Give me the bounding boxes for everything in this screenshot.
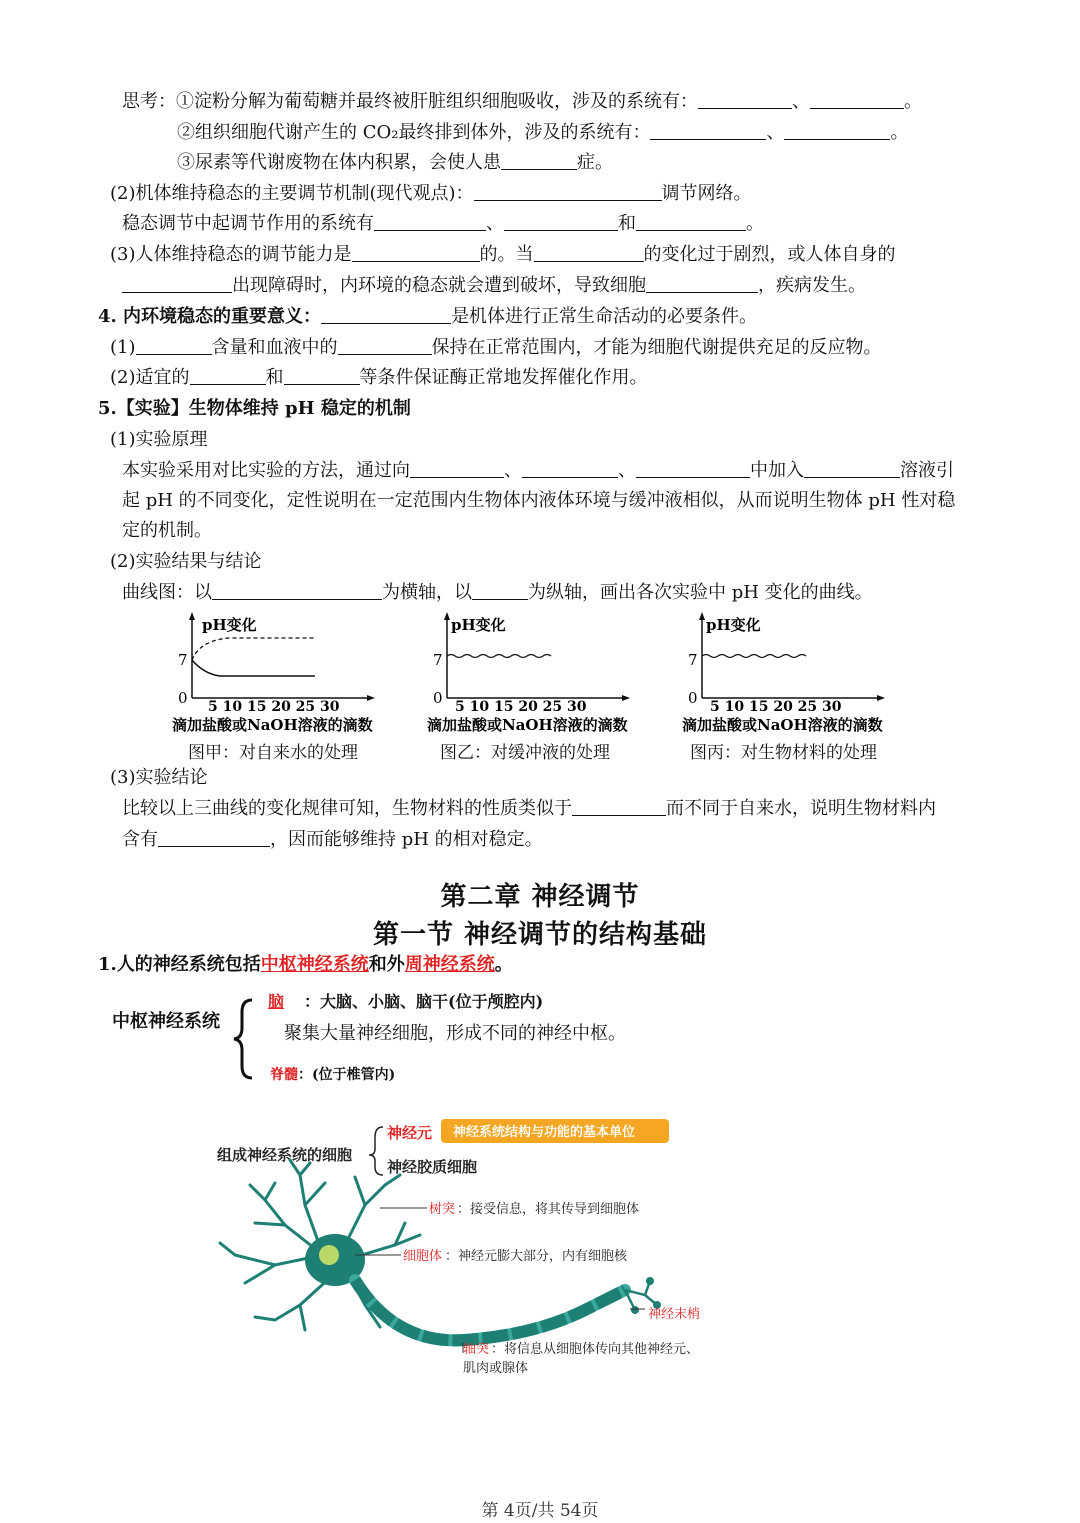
think-q2: ②组织细胞代谢产生的 CO₂最终排到体外，涉及的系统有： 、 。 (177, 122, 909, 143)
cns-label: 中枢神经系统 (112, 1011, 220, 1032)
cells-brace (369, 1127, 383, 1175)
spinal-line: 脊髓：(位于椎管内) (270, 1067, 396, 1083)
chart-jia (172, 612, 375, 734)
para-3-line2: 出现障碍时，内环境的稳态就会遭到破坏，导致细胞 ，疾病发生。 (122, 274, 866, 298)
section-4-item2: (2)适宜的 和 等条件保证酶正常地发挥催化作用。 (110, 367, 648, 388)
soma-desc: ：神经元膨大部分，内有细胞核 (445, 1249, 628, 1264)
neuron-badge-text: 神经系统结构与功能的基本单位 (453, 1125, 636, 1140)
conclusion-label: (3)实验结论 (110, 767, 208, 788)
principle-line1: 本实验采用对比实验的方法，通过向 、 、 中加入 溶液引 (122, 460, 954, 481)
axon-desc: ：将信息从细胞体传向其他神经元、 (491, 1342, 700, 1357)
nucleus-shape (319, 1245, 339, 1265)
chart-yi-xlabel: 滴加盐酸或NaOH溶液的滴数 (427, 716, 628, 734)
chart-jia-dashed-curve (192, 638, 315, 660)
para-2-line1: (2)机体维持稳态的主要调节机制(现代观点)： 调节网络。 (110, 183, 752, 204)
ph-charts (160, 610, 920, 735)
para-2-line2: 稳态调节中起调节作用的系统有 、 和 。 (122, 213, 764, 234)
chart-yi-y7: 7 (433, 651, 443, 669)
conclusion-line1: 比较以上三曲线的变化规律可知，生物材料的性质类似于 而不同于自来水，说明生物材料内 (122, 798, 936, 819)
cns-brace (228, 996, 268, 1082)
principle-label: (1)实验原理 (110, 429, 208, 450)
chart-jia-ylabel: pH变化 (202, 616, 257, 634)
chart-bing-xlabel: 滴加盐酸或NaOH溶液的滴数 (682, 716, 883, 734)
brain-term: 脑 (268, 992, 285, 1011)
chart-yi-origin: 0 (433, 689, 443, 707)
glia-term: 神经胶质细胞 (387, 1158, 478, 1176)
neuron-diagram (205, 1105, 745, 1385)
chart-jia-xlabel: 滴加盐酸或NaOH溶液的滴数 (172, 716, 373, 734)
axon-desc2: 肌肉或腺体 (463, 1361, 529, 1376)
spinal-term: 脊髓 (270, 1067, 298, 1083)
chart-yi-curve (447, 655, 551, 658)
section-5-head: 5.【实验】生物体维持 pH 稳定的机制 (98, 398, 411, 419)
chart-bing-y7: 7 (688, 651, 698, 669)
dendrite-term: 树突 (429, 1202, 456, 1217)
think-q1: 思考：①淀粉分解为葡萄糖并最终被肝脏组织细胞吸收，涉及的系统有： 、 。 (122, 91, 922, 112)
chart-yi (427, 612, 630, 734)
conclusion-line2: 含有 ，因而能够维持 pH 的相对稳定。 (122, 829, 543, 850)
axon-terminals (625, 1281, 657, 1310)
section-4-head: 4. 内环境稳态的重要意义： 是机体进行正常生命活动的必要条件。 (98, 306, 758, 327)
principle-line3: 定的机制。 (122, 520, 212, 541)
curve-line: 曲线图：以 为横轴，以 为纵轴，画出各次实验中 pH 变化的曲线。 (122, 582, 873, 603)
chart-jia-y7: 7 (178, 651, 188, 669)
section-4-item1: (1) 含量和血液中的 保持在正常范围内，才能为细胞代谢提供充足的反应物。 (110, 337, 882, 358)
soma-term: 细胞体 (403, 1249, 443, 1264)
chart-bing-origin: 0 (688, 689, 698, 707)
axon-term: 轴突 (463, 1342, 490, 1357)
caption-jia: 图甲：对自来水的处理 (188, 743, 358, 763)
terminal-term: 神经末梢 (648, 1307, 701, 1322)
brain-detail: 聚集大量神经细胞，形成不同的神经中枢。 (284, 1023, 626, 1044)
neuron-term: 神经元 (387, 1124, 433, 1142)
chart-bing-curve (702, 655, 806, 658)
section-title: 第一节 神经调节的结构基础 (372, 920, 708, 950)
brain-line: 脑 ：大脑、小脑、脑干(位于颅腔内) (268, 990, 543, 1014)
caption-yi: 图乙：对缓冲液的处理 (440, 743, 610, 763)
chapter-title: 第二章 神经调节 (440, 882, 640, 912)
caption-bing: 图丙：对生物材料的处理 (690, 743, 877, 763)
result-label: (2)实验结果与结论 (110, 551, 262, 572)
chart-jia-ticks: 5 10 15 20 25 30 (208, 699, 340, 715)
chart-bing-ylabel: pH变化 (706, 616, 761, 634)
chart-yi-ylabel: pH变化 (451, 616, 506, 634)
chart-yi-ticks: 5 10 15 20 25 30 (455, 699, 587, 715)
principle-line2: 起 pH 的不同变化，定性说明在一定范围内生物体内液体环境与缓冲液相似，从而说明生物体 pH 性对稳 (122, 490, 956, 511)
chart-bing (682, 612, 885, 734)
chart-jia-origin: 0 (178, 689, 188, 707)
cells-label: 组成神经系统的细胞 (217, 1146, 353, 1164)
para-3-line1: (3)人体维持稳态的调节能力是 的。当 的变化过于剧烈，或人体自身的 (110, 244, 896, 265)
dendrite-desc: ：接受信息，将其传导到细胞体 (457, 1202, 640, 1217)
ns-intro: 1.人的神经系统包括中枢神经系统和外周神经系统。 (98, 954, 513, 975)
chart-jia-solid-curve (192, 660, 315, 676)
page-footer: 第 4页/共 54页 (481, 1501, 599, 1521)
chart-bing-ticks: 5 10 15 20 25 30 (710, 699, 842, 715)
think-q3: ③尿素等代谢废物在体内积累，会使人患 症。 (177, 152, 613, 173)
